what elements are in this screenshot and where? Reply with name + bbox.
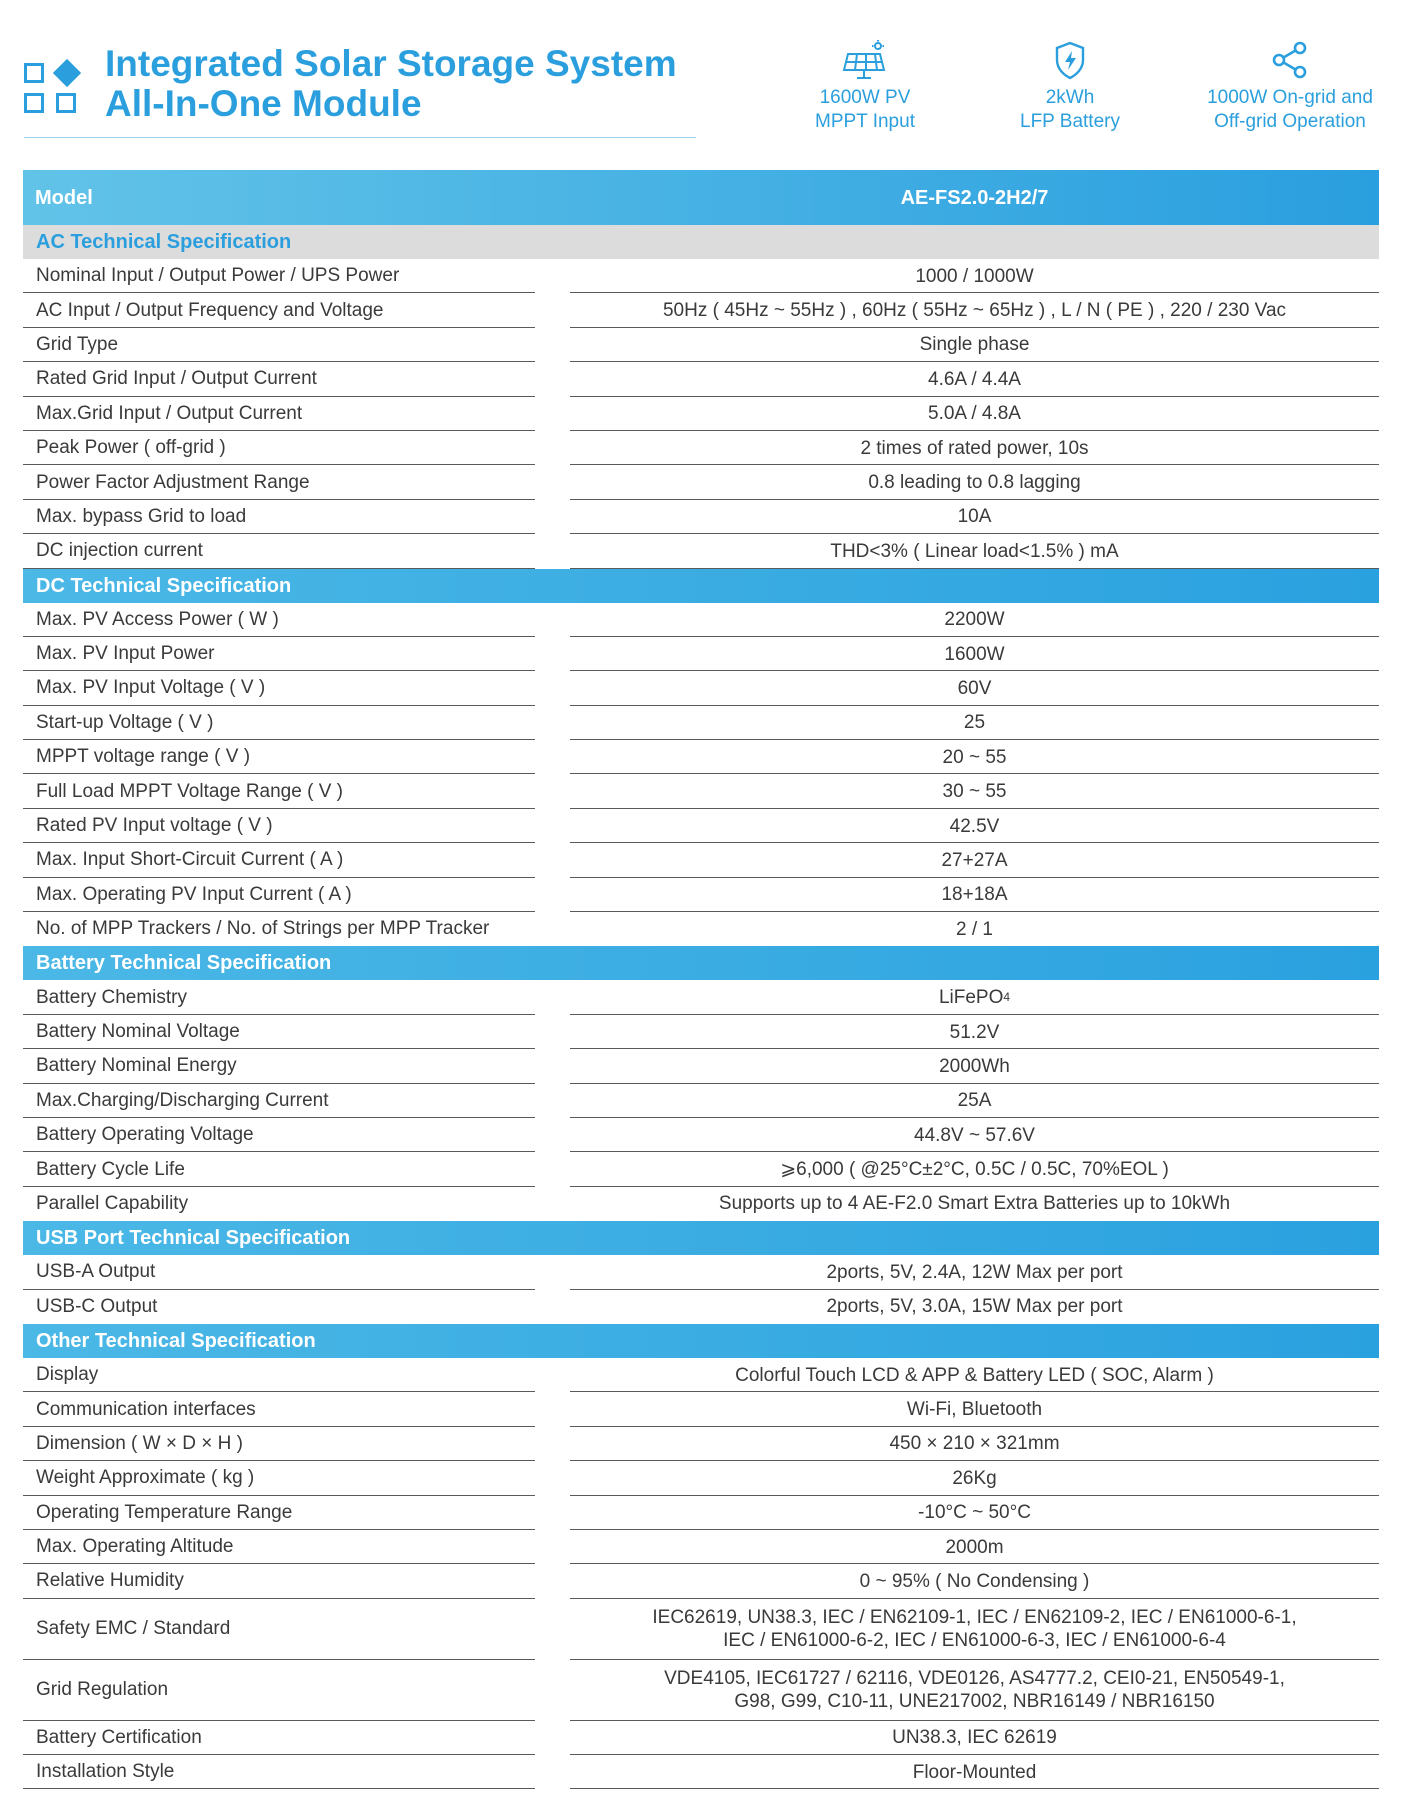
- spec-value: IEC62619, UN38.3, IEC / EN62109-1, IEC / EN62109-2, IEC / EN61000-6-1, IEC / EN61000-6-2, IEC / EN61000-6-3, IEC / EN61000-6-4: [652, 1607, 1297, 1652]
- table-row: [23, 500, 1379, 534]
- table-row: [23, 465, 1379, 499]
- table-row: [23, 1496, 1379, 1530]
- spec-value: 18+18A: [941, 884, 1008, 906]
- spec-value-cell: [570, 740, 1379, 774]
- spec-value: 4.6A / 4.4A: [928, 368, 1021, 390]
- spec-label: Display: [36, 1364, 99, 1386]
- chemistry-formula: LiFePO: [938, 987, 1004, 1009]
- section-battery: [23, 946, 1379, 980]
- spec-value-cell: [570, 809, 1379, 843]
- spec-label: Max. Operating PV Input Current ( A ): [36, 883, 352, 905]
- spec-value-cell: [570, 431, 1379, 465]
- model-value: AE-FS2.0-2H2/7: [900, 187, 1049, 209]
- spec-value-cell: [570, 328, 1379, 362]
- spec-value-cell: [570, 1084, 1379, 1118]
- section-dc: [23, 569, 1379, 603]
- spec-label: Max. PV Input Voltage ( V ): [36, 677, 266, 699]
- spec-value-cell: [570, 1187, 1379, 1221]
- spec-value: UN38.3, IEC 62619: [892, 1727, 1057, 1749]
- table-row: [23, 1392, 1379, 1426]
- spec-value: -10°C ~ 50°C: [918, 1502, 1031, 1524]
- spec-value-cell: [570, 534, 1379, 568]
- spec-value: 450 × 210 × 321mm: [889, 1433, 1060, 1455]
- table-row: [23, 1564, 1379, 1598]
- spec-value-cell: [570, 878, 1379, 912]
- spec-label: Relative Humidity: [36, 1570, 184, 1592]
- table-row: [23, 671, 1379, 705]
- spec-value-cell: [570, 1358, 1379, 1392]
- spec-value-cell: [570, 293, 1379, 327]
- solar-panel-icon: [842, 40, 888, 80]
- section-battery-rows: [23, 1015, 1379, 1221]
- spec-value-cell: [570, 1392, 1379, 1426]
- spec-label: Communication interfaces: [36, 1398, 256, 1420]
- spec-label: Operating Temperature Range: [36, 1501, 293, 1523]
- table-row: [23, 706, 1379, 740]
- feature-pv-input: [790, 40, 940, 134]
- spec-value-cell: [570, 465, 1379, 499]
- spec-label: Battery Chemistry: [36, 986, 187, 1008]
- table-row: [23, 1461, 1379, 1495]
- spec-label: Battery Certification: [36, 1726, 202, 1748]
- table-row: [23, 1152, 1379, 1186]
- spec-value-cell: [570, 500, 1379, 534]
- spec-value: 0.8 leading to 0.8 lagging: [868, 472, 1081, 494]
- spec-value: Supports up to 4 AE-F2.0 Smart Extra Batteries up to 10kWh: [718, 1193, 1231, 1215]
- spec-value: 2ports, 5V, 2.4A, 12W Max per port: [826, 1261, 1123, 1283]
- spec-label: Start-up Voltage ( V ): [36, 711, 214, 733]
- feature-battery: [1000, 40, 1140, 134]
- section-dc-rows: [23, 603, 1379, 947]
- spec-value: Wi-Fi, Bluetooth: [906, 1399, 1043, 1421]
- table-row: [23, 1049, 1379, 1083]
- spec-value: 1000 / 1000W: [915, 265, 1034, 287]
- feature-operation: [1195, 40, 1385, 134]
- spec-label: No. of MPP Trackers / No. of Strings per MPP Tracker: [36, 918, 490, 940]
- table-row: [23, 980, 1379, 1014]
- spec-label: Dimension ( W × D × H ): [36, 1432, 243, 1454]
- spec-value: 2 times of rated power, 10s: [860, 437, 1089, 459]
- spec-value: 2200W: [944, 609, 1005, 631]
- spec-label: Rated PV Input voltage ( V ): [36, 815, 273, 837]
- table-row: [23, 431, 1379, 465]
- table-row: [23, 740, 1379, 774]
- spec-label: Peak Power ( off-grid ): [36, 437, 226, 459]
- table-row: [23, 1755, 1379, 1789]
- spec-value-cell: [570, 603, 1379, 637]
- spec-value: 27+27A: [941, 849, 1008, 871]
- title-line-2: All-In-One Module: [105, 83, 422, 124]
- spec-value-cell: [570, 1660, 1379, 1721]
- table-row: [23, 1255, 1379, 1289]
- spec-label: Grid Type: [36, 333, 119, 355]
- table-row: [23, 1721, 1379, 1755]
- spec-value: 26Kg: [952, 1467, 997, 1489]
- spec-value: Single phase: [919, 334, 1030, 356]
- spec-label: Battery Nominal Energy: [36, 1055, 237, 1077]
- spec-value-cell: [570, 1118, 1379, 1152]
- table-row: [23, 809, 1379, 843]
- spec-label: Weight Approximate ( kg ): [36, 1467, 255, 1489]
- section-title: USB Port Technical Specification: [36, 1227, 351, 1250]
- spec-value-cell: [570, 671, 1379, 705]
- table-row: [23, 1290, 1379, 1324]
- table-row: [23, 1187, 1379, 1221]
- table-row: [23, 362, 1379, 396]
- model-row: [23, 170, 1379, 225]
- brand-logo-icon: [24, 59, 82, 119]
- table-row: [23, 1599, 1379, 1660]
- spec-value: 60V: [957, 677, 992, 699]
- spec-value: 20 ~ 55: [942, 746, 1007, 768]
- spec-label: USB-A Output: [36, 1261, 156, 1283]
- spec-value-cell: [570, 1049, 1379, 1083]
- chemistry-subscript: 4: [1003, 990, 1011, 1005]
- table-row: [23, 774, 1379, 808]
- spec-value-cell: [570, 1755, 1379, 1789]
- spec-label: Max. Operating Altitude: [36, 1536, 234, 1558]
- table-row: [23, 878, 1379, 912]
- spec-value: 1600W: [944, 643, 1005, 665]
- spec-value: 50Hz ( 45Hz ~ 55Hz ) , 60Hz ( 55Hz ~ 65Hz ) , L / N ( PE ) , 220 / 230 Vac: [662, 300, 1287, 322]
- spec-label: AC Input / Output Frequency and Voltage: [36, 299, 384, 321]
- section-other: [23, 1324, 1379, 1358]
- spec-label: Max. bypass Grid to load: [36, 505, 247, 527]
- spec-label: Rated Grid Input / Output Current: [36, 368, 317, 390]
- spec-value-cell: [570, 1290, 1379, 1324]
- spec-value: Floor-Mounted: [912, 1761, 1037, 1783]
- table-row: [23, 1358, 1379, 1392]
- section-title: AC Technical Specification: [36, 231, 292, 253]
- spec-table: [23, 170, 1379, 1789]
- table-row: [23, 293, 1379, 327]
- spec-label: Max.Grid Input / Output Current: [36, 402, 303, 424]
- spec-value: 51.2V: [949, 1021, 1000, 1043]
- page-header: [0, 0, 1402, 150]
- spec-value: 25A: [957, 1090, 992, 1112]
- feature-operation-line2: Off-grid Operation: [1214, 111, 1366, 132]
- spec-label: Max.Charging/Discharging Current: [36, 1089, 329, 1111]
- title-line-1: Integrated Solar Storage System: [105, 43, 677, 84]
- spec-value-cell: [570, 1427, 1379, 1461]
- spec-value-cell: [570, 843, 1379, 877]
- spec-label: Installation Style: [36, 1761, 175, 1783]
- spec-label: MPPT voltage range ( V ): [36, 746, 251, 768]
- section-title: Other Technical Specification: [36, 1329, 316, 1352]
- section-other-rows: [23, 1358, 1379, 1790]
- spec-value: 2ports, 5V, 3.0A, 15W Max per port: [826, 1296, 1123, 1318]
- spec-value: 42.5V: [949, 815, 1000, 837]
- spec-label: Parallel Capability: [36, 1192, 189, 1214]
- spec-label: DC injection current: [36, 540, 203, 562]
- table-row: [23, 1015, 1379, 1049]
- spec-value-cell: [570, 259, 1379, 293]
- feature-pv-line2: MPPT Input: [815, 111, 915, 132]
- table-row: [23, 397, 1379, 431]
- spec-value: THD<3% ( Linear load<1.5% ) mA: [830, 540, 1119, 562]
- spec-value: [570, 980, 1379, 1014]
- table-row: [23, 259, 1379, 293]
- model-label: Model: [35, 187, 93, 209]
- battery-shield-icon: [1050, 40, 1090, 80]
- table-row: [23, 843, 1379, 877]
- spec-value-cell: [570, 1015, 1379, 1049]
- spec-value: 5.0A / 4.8A: [928, 403, 1021, 425]
- feature-battery-line1: 2kWh: [1045, 87, 1095, 108]
- network-share-icon: [1270, 40, 1310, 80]
- spec-value-cell: [570, 397, 1379, 431]
- table-row: [23, 328, 1379, 362]
- spec-value: 2000m: [945, 1536, 1004, 1558]
- table-row: [23, 1530, 1379, 1564]
- spec-value-cell: [570, 1599, 1379, 1660]
- spec-label: Nominal Input / Output Power / UPS Power: [36, 265, 400, 287]
- spec-label: USB-C Output: [36, 1295, 158, 1317]
- spec-value: 10A: [957, 506, 992, 528]
- section-usb: [23, 1221, 1379, 1255]
- spec-value-cell: [570, 1721, 1379, 1755]
- spec-label: Max. PV Access Power ( W ): [36, 608, 279, 630]
- spec-value: 2000Wh: [939, 1055, 1010, 1077]
- spec-label: Max. Input Short-Circuit Current ( A ): [36, 849, 344, 871]
- table-row: [23, 1118, 1379, 1152]
- spec-value-cell: [570, 774, 1379, 808]
- spec-label: Full Load MPPT Voltage Range ( V ): [36, 780, 343, 802]
- spec-label: Battery Nominal Voltage: [36, 1021, 240, 1042]
- feature-pv-line1: 1600W PV: [819, 87, 911, 108]
- spec-label: Grid Regulation: [36, 1679, 169, 1701]
- table-row: [23, 603, 1379, 637]
- section-usb-rows: [23, 1255, 1379, 1324]
- table-row: [23, 534, 1379, 568]
- section-ac: [23, 225, 1379, 259]
- spec-value-cell: [570, 1564, 1379, 1598]
- spec-value-cell: [570, 637, 1379, 671]
- table-row: [23, 1660, 1379, 1721]
- table-row: [23, 637, 1379, 671]
- spec-label: Battery Cycle Life: [36, 1158, 185, 1180]
- section-ac-rows: [23, 259, 1379, 569]
- spec-value-cell: [570, 1255, 1379, 1289]
- spec-value-cell: [570, 912, 1379, 946]
- spec-value-cell: [570, 706, 1379, 740]
- spec-value: 0 ~ 95% ( No Condensing ): [859, 1570, 1090, 1592]
- section-title: DC Technical Specification: [36, 574, 292, 597]
- spec-value-cell: [570, 1461, 1379, 1495]
- title-divider: [24, 137, 696, 138]
- spec-value: Colorful Touch LCD & APP & Battery LED ( SOC, Alarm ): [735, 1364, 1214, 1386]
- spec-value-cell: [570, 1530, 1379, 1564]
- spec-value-cell: [570, 1496, 1379, 1530]
- spec-value: 30 ~ 55: [942, 781, 1007, 803]
- spec-value: ⩾6,000 ( @25°C±2°C, 0.5C / 0.5C, 70%EOL ): [780, 1159, 1169, 1181]
- spec-label: Safety EMC / Standard: [36, 1618, 231, 1640]
- table-row: [23, 912, 1379, 946]
- spec-value: 25: [963, 712, 986, 734]
- table-row: [23, 1427, 1379, 1461]
- feature-battery-line2: LFP Battery: [1020, 111, 1120, 132]
- spec-label: Battery Operating Voltage: [36, 1124, 254, 1146]
- table-row: [23, 1084, 1379, 1118]
- spec-label: Max. PV Input Power: [36, 643, 215, 665]
- spec-value: 2 / 1: [956, 918, 993, 940]
- spec-value-cell: [570, 362, 1379, 396]
- spec-value-cell: [570, 1152, 1379, 1186]
- page-title: [105, 44, 677, 124]
- spec-label: Power Factor Adjustment Range: [36, 471, 310, 493]
- spec-value: 44.8V ~ 57.6V: [914, 1124, 1035, 1146]
- spec-value: VDE4105, IEC61727 / 62116, VDE0126, AS4777.2, CEI0-21, EN50549-1, G98, G99, C10-11, UNE217002, NBR16149 / NBR16150: [664, 1668, 1285, 1713]
- section-title: Battery Technical Specification: [36, 952, 332, 975]
- feature-operation-line1: 1000W On-grid and: [1207, 87, 1373, 108]
